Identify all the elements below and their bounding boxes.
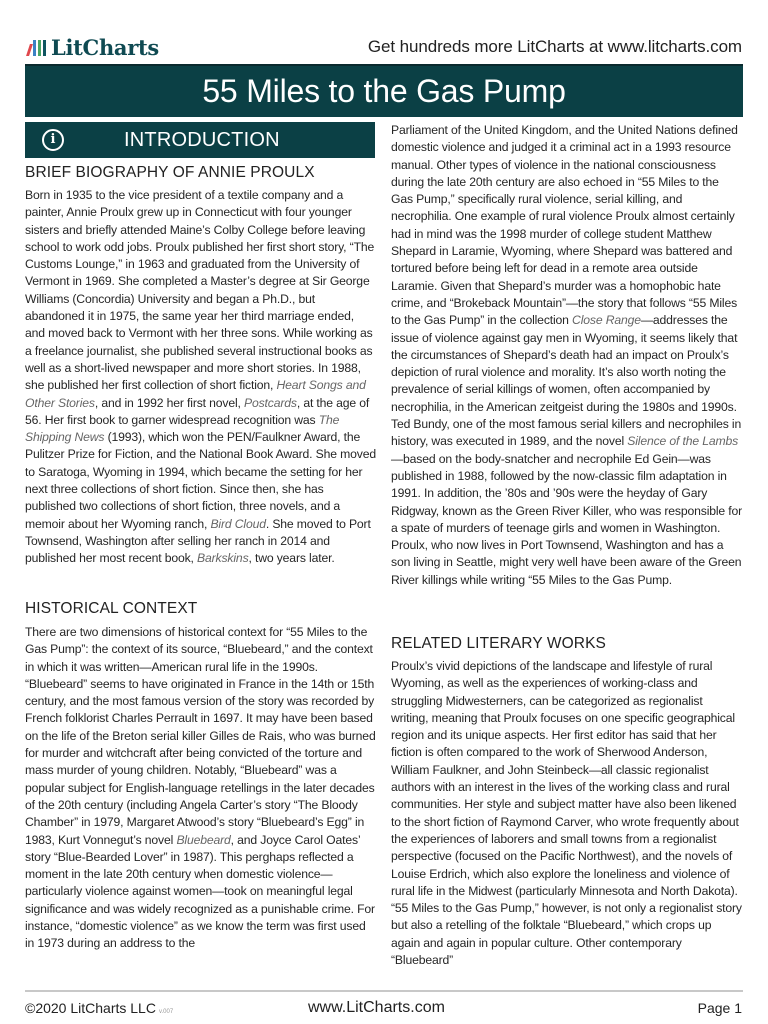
litcharts-logo[interactable] xyxy=(28,34,159,60)
book-title: Silence of the Lambs xyxy=(627,434,739,449)
historical-context-continued: Parliament of the United Kingdom, and the United Nations defined domestic violence and judged it a criminal act in a 1993 resource manual. Other types of violence in the national consciousness during the late 20th century are also echoed in “55 Miles to the Gas Pump,” specifically rural violence, serial killing, and necrophilia. One example of rural violence Proulx almost certainly had in mind was the 1998 murder of college student Matthew Shepard in Laramie, Wyoming, where Shepard was battered and tortured before being left for dead in a remote area outside Laramie. Given that Shepard’s murder was a homophobic hate crime, and “Brokeback Mountain”—the story that follows “55 Miles to the Gas Pump” in the collection Close Range—addresses the issue of violence against gay men in Wyoming, it seems likely that the circumstances of Shepard’s death had an impact on Proulx’s depiction of rural violence and morality. It’s also worth noting the prevalence of serial killings of women, often accompanied by necrophilia, in the American zeitgeist during the 1980s and 1990s. Ted Bundy, one of the most famous serial killers and necrophiles in history, was executed in 1989, and the novel Silence of the Lambs—based on the body-snatcher and necrophile Ed Gein—was published in 1988, followed by the now-classic film adaptation in 1991. In addition, the ’80s and ’90s were the heyday of Gary Ridgway, known as the Green River Killer, who was responsible for a spate of murders of teenage girls and women in Washington. Proulx, who now lives in Port Townsend, Washington and has a son living in Seattle, might very well have been aware of the Green River killings while writing “55 Miles to the Gas Pump. xyxy=(391,123,743,587)
book-title: The Shipping News xyxy=(25,412,340,445)
section-title: INTRODUCTION xyxy=(124,128,280,151)
version-label: v.007 xyxy=(158,1009,174,1015)
book-title: Bird Cloud xyxy=(210,516,266,531)
related-works-heading: RELATED LITERARY WORKS xyxy=(391,635,606,652)
footer-divider xyxy=(25,990,743,992)
footer-copyright: ©2020 LitCharts LLC v.007 xyxy=(25,1000,174,1016)
bio-paragraph: Born in 1935 to the vice president of a textile company and a painter, Annie Proulx grew up in Connecticut with four younger sisters and briefly attended Maine’s Colby College before leaving school to work odd jobs. Proulx published her first short story, “The Customs Lounge,” in 1963 and graduated from the University of Vermont in 1969. She completed a Master’s degree at Sir George Williams (Concordia) University and began a Ph.D., but abandoned it in 1975, the same year her third marriage ended, and moved back to Vermont with her three sons. While working as a freelance journalist, she published several instructional books as well as a short-lived newspaper and more short stories. In 1988, she published her first collection of short fiction, Heart Songs and Other Stories, and in 1992 her first novel, Postcards, at the age of 56. Her first book to garner widespread recognition was The Shipping News (1993), which won the PEN/Faulkner Award, the Pulitzer Prize for Fiction, and the National Book Award. She moved to Saratoga, Wyoming in 1994, which became the setting for her next three collections of short fiction. Since then, she has published two collections of short fiction, three novels, and a memoir about her Wyoming ranch, Bird Cloud. She moved to Port Townsend, Washington after selling her ranch in 2014 and published her most recent book, Barkskins, two years later. xyxy=(25,188,376,566)
book-title: Close Range xyxy=(572,313,641,328)
title-banner xyxy=(25,64,743,117)
book-title: Bluebeard xyxy=(176,832,231,847)
page-number: Page 1 xyxy=(697,1000,742,1016)
historical-context-paragraph: There are two dimensions of historical context for “55 Miles to the Gas Pump”: the context of its source, “Bluebeard,” and the context in which it was written—American rural life in the 1990s. “Bluebeard” seems to have originated in France in the 14th or 15th century, and the most famous version of the story was recorded by French folklorist Charles Perrault in 1697. It may have been based on the life of the Breton serial killer Gilles de Rais, who was burned for murder and witchcraft after being convicted of the torture and mass murder of young children. Notably, “Bluebeard” was a popular subject for English-language retellings in the later decades of the 20th century (including Angela Carter’s story “The Bloody Chamber” in 1979, Margaret Atwood’s story “Bluebeard’s Egg” in 1983, Kurt Vonnegut’s novel Bluebeard, and Joyce Carol Oates’ story “Blue-Bearded Lover” in 1987). This perghaps reflected a moment in the late 20th century when domestic violence—particularly violence against women—took on meaningful legal significance and was widely recognized as a punishable crime. For instance, “domestic violence” as we know the term was first used in 1973 during an address to the xyxy=(25,625,376,951)
logo-text: LitCharts xyxy=(51,34,159,60)
logo-bars-icon xyxy=(28,38,46,56)
footer-site-link[interactable]: www.LitCharts.com xyxy=(308,999,445,1016)
book-title: Heart Songs and Other Stories xyxy=(25,378,366,410)
page-title: 55 Miles to the Gas Pump xyxy=(202,73,566,109)
section-header-introduction xyxy=(25,122,375,158)
book-title: Barkskins xyxy=(197,551,249,566)
info-icon: i xyxy=(42,129,64,151)
header-tagline[interactable]: Get hundreds more LitCharts at www.litcharts.com xyxy=(367,37,742,56)
historical-context-heading: HISTORICAL CONTEXT xyxy=(25,600,198,617)
related-works-paragraph: Proulx’s vivid depictions of the landscape and lifestyle of rural Wyoming, as well as the experiences of working-class and struggling Midwesterners, can be categorized as regionalist writing, meaning that Proulx focuses on one specific geographical region and its unique aspects. Her first editor has said that her fiction is often compared to the work of Sherwood Anderson, William Faulkner, and John Steinbeck—all classic regionalist authors with an interest in the lives of the working class and rural communities. Her style and subject matter have also been likened to the short fiction of Raymond Carver, who wrote frequently about the experiences of laborers and small towns from a regionalist perspective (focused on the Pacific Northwest), and the novels of Louise Erdrich, which also explore the loneliness and violence of rural life in the Midwest (particularly Minnesota and North Dakota). “55 Miles to the Gas Pump,” however, is not only a regionalist story but also a retelling of the folktale “Bluebeard,” which crops up again and again in popular culture. Other contemporary “Bluebeard” xyxy=(391,659,742,968)
bio-heading: BRIEF BIOGRAPHY OF ANNIE PROULX xyxy=(25,164,315,181)
book-title: Postcards xyxy=(244,395,297,410)
